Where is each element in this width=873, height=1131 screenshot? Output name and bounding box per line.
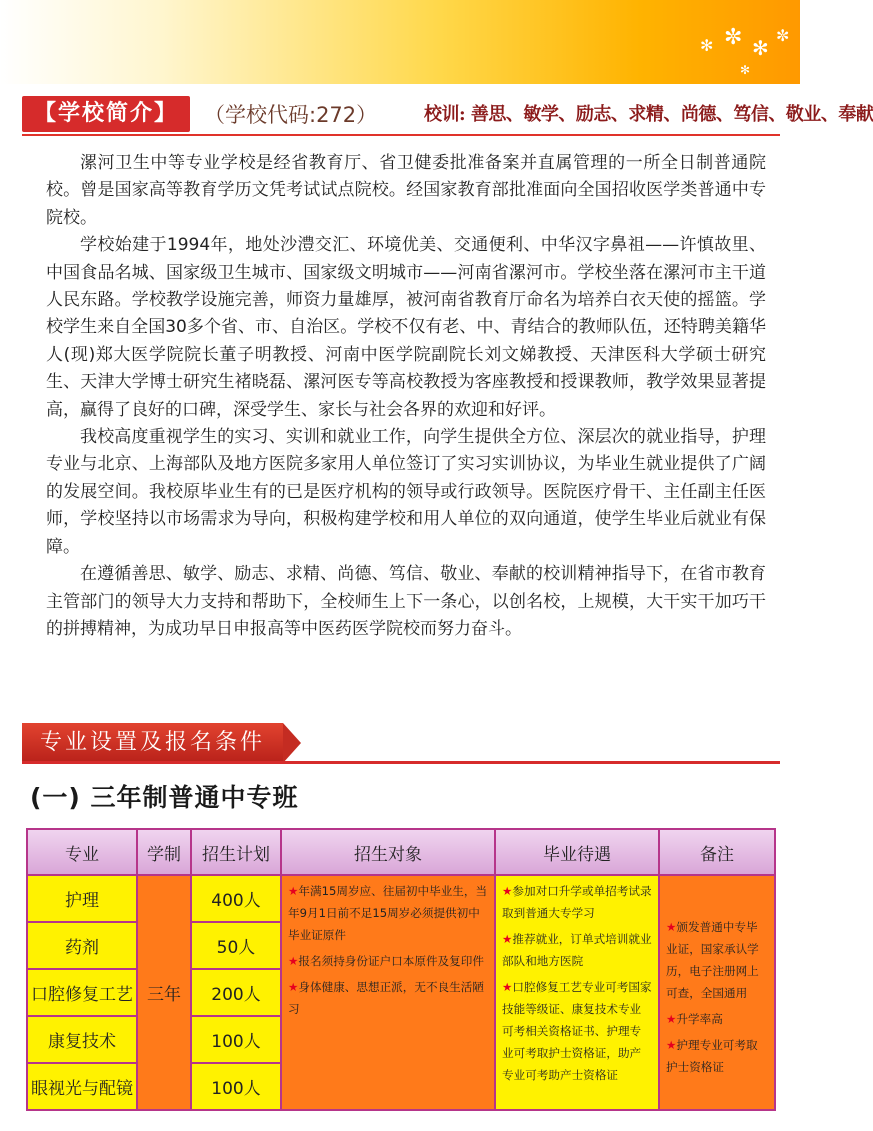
remark-note: ★颁发普通中专毕业证，国家承认学历，电子注册网上可查，全国通用 [666,920,759,1000]
star-icon: ★ [502,932,513,946]
table-row [27,875,775,922]
major-name: 康复技术 [27,1016,137,1063]
star-icon: ★ [288,980,299,994]
intro-paragraph: 在遵循善思、敏学、励志、求精、尚德、笃信、敬业、奉献的校训精神指导下，在省市教育主管部门的领导大力支持和帮助下，全校师生上下一条心，以创名校，上规模，大干实干加巧干的拼搏精神，为成功早日申报高等中医药医学院校而努力奋斗。 [46,564,766,639]
remark-note: ★护理专业可考取护士资格证 [666,1038,758,1074]
remarks-cell [659,875,775,1110]
sparkle-icon: ✻ [700,36,714,55]
program-length: 三年 [137,875,191,1110]
school-code: （学校代码:272） [204,103,378,127]
enrollment-plan: 100人 [191,1016,281,1063]
column-header: 专业 [27,829,137,875]
section-header-school-intro [22,96,873,136]
sparkle-icon: ✼ [776,26,790,45]
star-icon: ★ [288,884,299,898]
section-title-box: 【学校简介】 [22,96,190,132]
graduate-note: ★推荐就业，订单式培训就业部队和地方医院 [502,932,652,968]
enrollment-plan: 200人 [191,969,281,1016]
graduate-note: ★口腔修复工艺专业可考国家技能等级证、康复技术专业可考相关资格证书、护理专业可考取护士资格证，助产专业可考助产士资格证 [502,980,652,1082]
recruit-note: ★身体健康、思想正派，无不良生活陋习 [288,980,484,1016]
intro-paragraph: 我校高度重视学生的实习、实训和就业工作，向学生提供全方位、深层次的就业指导，护理专业与北京、上海部队及地方医院多家用人单位签订了实习实训协议，为毕业生就业提供了广阔的发展空间。我校原毕业生有的已是医疗机构的领导或行政领导。医院医疗骨干、主任副主任医师，学校坚持以市场需求为导向，积极构建学校和用人单位的双向通道，使学生毕业后就业有保障。 [46,427,766,557]
majors-table [26,828,776,1111]
recruit-target-cell [281,875,495,1110]
divider [22,761,780,764]
star-icon: ★ [502,980,513,994]
section-title-box: 专业设置及报名条件 [22,723,283,763]
major-name: 药剂 [27,922,137,969]
major-name: 口腔修复工艺 [27,969,137,1016]
remark-note: ★升学率高 [666,1012,723,1026]
star-icon: ★ [502,884,513,898]
sparkle-icon: ✻ [752,36,769,60]
enrollment-plan: 100人 [191,1063,281,1110]
star-icon: ★ [666,1038,677,1052]
enrollment-plan: 50人 [191,922,281,969]
intro-text [46,150,766,643]
recruit-note: ★年满15周岁应、往届初中毕业生，当年9月1日前不足15周岁必须提供初中毕业证原件 [288,884,488,942]
sparkle-icon: ✻ [740,63,751,77]
column-header: 招生计划 [191,829,281,875]
graduate-note: ★参加对口升学或单招考试录取到普通大专学习 [502,884,652,920]
major-name: 护理 [27,875,137,922]
school-motto: 校训: 善思、敏学、励志、求精、尚德、笃信、敬业、奉献 [424,104,873,125]
enrollment-plan: 400人 [191,875,281,922]
column-header: 招生对象 [281,829,495,875]
subtitle-three-year-program: (一) 三年制普通中专班 [30,783,299,812]
top-decorative-banner [0,0,800,84]
sparkle-icon: ✼ [724,25,743,50]
column-header: 毕业待遇 [495,829,659,875]
intro-paragraph: 漯河卫生中等专业学校是经省教育厅、省卫健委批准备案并直属管理的一所全日制普通院校。曾是国家高等教育学历文凭考试试点院校。经国家教育部批准面向全国招收医学类普通中专院校。 [46,153,766,228]
star-icon: ★ [288,954,299,968]
recruit-note: ★报名须持身份证户口本原件及复印件 [288,954,484,968]
section-header-majors [22,723,780,763]
column-header: 备注 [659,829,775,875]
major-name: 眼视光与配镜 [27,1063,137,1110]
star-icon: ★ [666,920,677,934]
table-header-row [27,829,775,875]
intro-paragraph: 学校始建于1994年，地处沙澧交汇、环境优美、交通便利、中华汉字鼻祖——许慎故里、中国食品名城、国家级卫生城市、国家级文明城市——河南省漯河市。学校坐落在漯河市主干道人民东路。学校教学设施完善，师资力量雄厚，被河南省教育厅命名为培养白衣天使的摇篮。学校学生来自全国30多个省、市、自治区。学校不仅有老、中、青结合的教师队伍，还特聘美籍华人(现)郑大医学院院长董子明教授、河南中医学院副院长刘文娣教授、天津医科大学硕士研究生、天津大学博士研究生褚晓磊、漯河医专等高校教授为客座教授和授课教师，教学效果显著提高，赢得了良好的口碑，深受学生、家长与社会各界的欢迎和好评。 [46,235,766,420]
star-icon: ★ [666,1012,677,1026]
column-header: 学制 [137,829,191,875]
graduate-benefits-cell [495,875,659,1110]
